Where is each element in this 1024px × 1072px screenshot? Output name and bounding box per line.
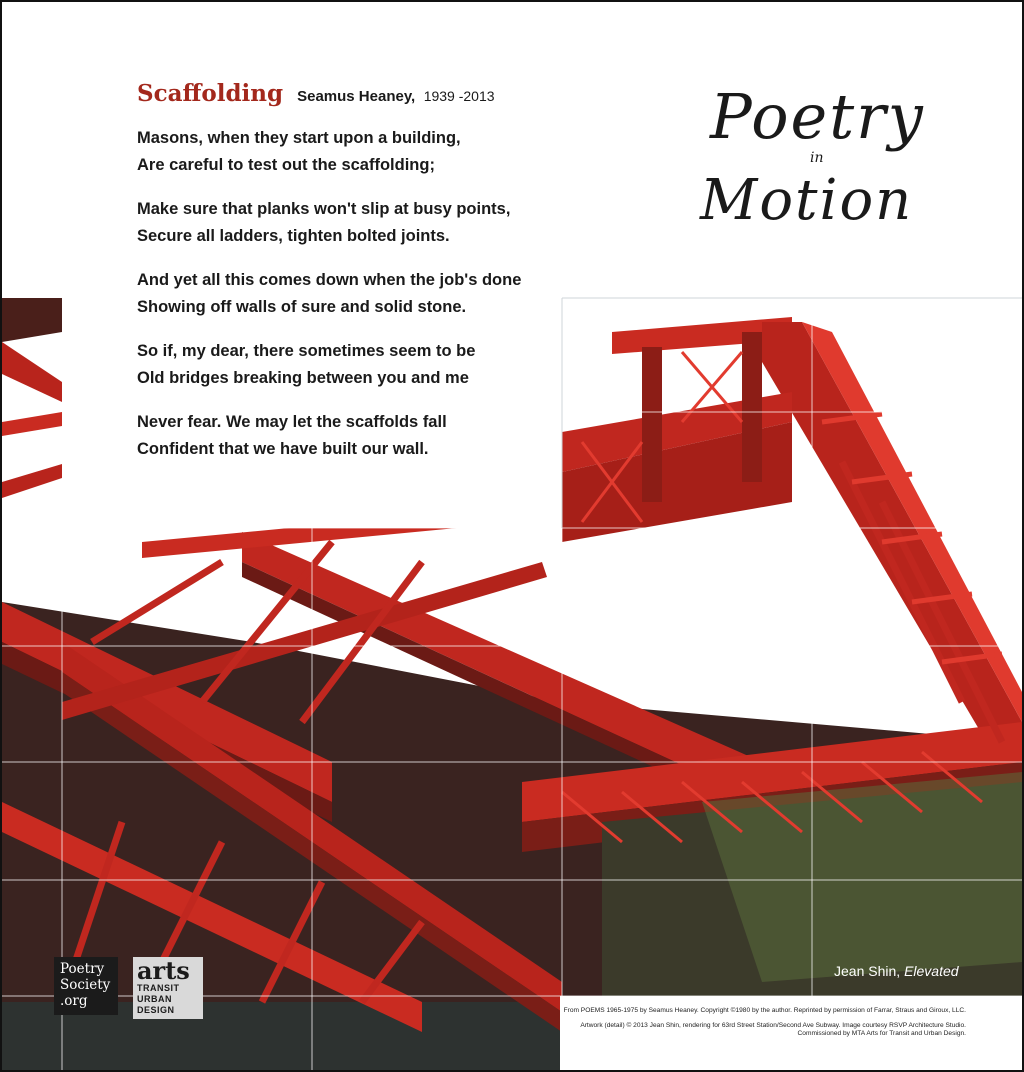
logo-word-poetry: Poetry [710,80,925,153]
ps-logo-line: Poetry [60,961,105,977]
fine-print-panel [560,996,1022,1070]
poem-line: Never fear. We may let the scaffolds fall [137,413,447,431]
stanza [137,196,557,249]
stanza [137,125,557,178]
poetry-in-motion-logo [690,80,950,233]
artwork-title: Elevated [904,963,959,979]
poem-line: Old bridges breaking between you and me [137,368,469,387]
poetry-society-logo [54,957,118,1015]
fine-print-line: Commissioned by MTA Arts for Transit and Urban Design. [797,1030,966,1037]
mta-logo-line: TRANSIT [137,983,180,993]
artwork-credit [834,963,959,979]
stanza [137,409,557,462]
poet-name: Seamus Heaney, [297,88,416,105]
logo-word-in: in [810,150,824,166]
poem-line: Secure all ladders, tighten bolted joints. [137,226,450,245]
poet-credit [297,88,494,106]
mta-arts-logo [133,957,203,1019]
poem-title: Scaffolding [137,80,284,107]
ps-logo-line: Society [60,977,111,993]
ps-logo-line: .org [60,993,88,1009]
stanza [137,338,557,391]
artist-name: Jean Shin, [834,963,901,979]
poem-line: And yet all this comes down when the job's done [137,271,522,289]
poem-header [137,80,557,107]
poem-line: Are careful to test out the scaffolding; [137,155,435,174]
logo-word-motion: Motion [700,168,914,233]
poet-dates: 1939 -2013 [423,88,495,104]
stanza [137,267,557,320]
poem-line: Confident that we have built our wall. [137,439,429,458]
poem-line: Showing off walls of sure and solid stone. [137,297,467,316]
fine-print-line: From POEMS 1965-1975 by Seamus Heaney. Copyright ©1980 by the author. Reprinted by permission of Farrar, Straus and Giroux, LLC. [563,1007,966,1014]
poem-block [137,80,557,462]
mta-logo-line: URBAN [137,994,172,1004]
poem-line: So if, my dear, there sometimes seem to be [137,342,476,360]
fine-print-line: Artwork (detail) © 2013 Jean Shin, rendering for 63rd Street Station/Second Ave Subway. Image courtesy RSVP Architecture Studio. [580,1022,966,1029]
poem-line: Make sure that planks won't slip at busy points, [137,200,511,218]
poem-line: Masons, when they start upon a building, [137,129,461,147]
mta-logo-arts: arts [137,956,190,985]
mta-logo-line: DESIGN [137,1005,175,1015]
